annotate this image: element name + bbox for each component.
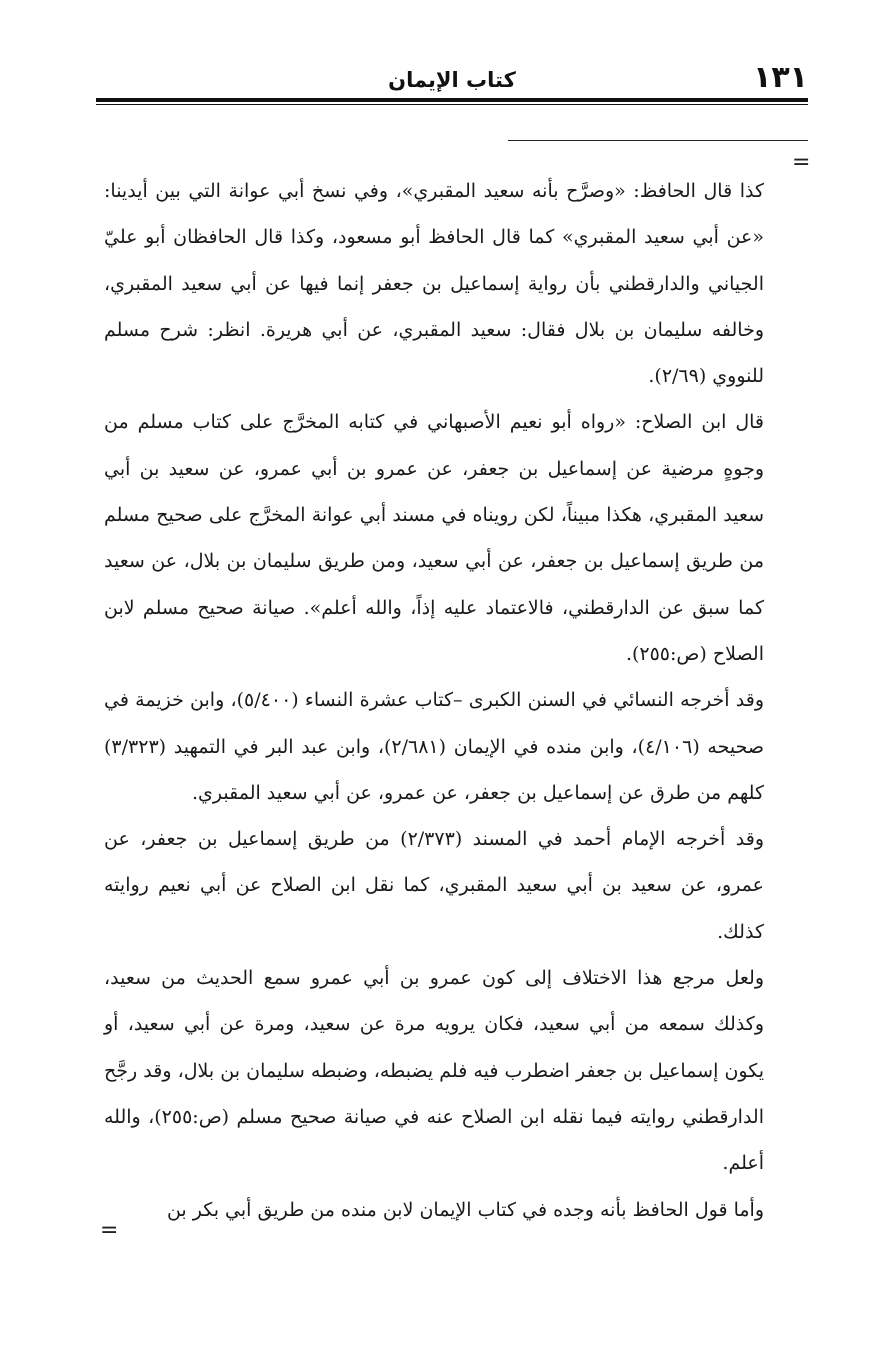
page-number: ١٣١ xyxy=(753,60,808,95)
footnote-paragraph: وقد أخرجه النسائي في السنن الكبرى –كتاب عشرة النساء (٥/٤٠٠)، وابن خزيمة في صحيحه (٤/١٠٦)، وابن منده في الإيمان (٢/٦٨١)، وابن عبد البر في التمهيد (٣/٣٢٣) كلهم من طرق عن إسماعيل بن جعفر، عن عمرو، عن أبي سعيد المقبري. xyxy=(104,689,764,804)
continues-next-page-mark: = xyxy=(100,1218,119,1243)
footnote-separator xyxy=(508,140,808,141)
footnote-text xyxy=(104,168,764,1233)
footnote-paragraph: قال ابن الصلاح: «رواه أبو نعيم الأصبهاني في كتابه المخرَّج على كتاب مسلم من وجوهٍ مرضية عن إسماعيل بن جعفر، عن عمرو بن أبي عمرو، عن سعيد بن أبي سعيد المقبري، هكذا مبيناً، لكن رويناه في مسند أبي عوانة المخرَّج على صحيح مسلم من طريق إسماعيل بن جعفر، عن أبي سعيد، ومن طريق سليمان بن بلال، عن سعيد كما سبق عن الدارقطني، فالاعتماد عليه إذاً، والله أعلم». صيانة صحيح مسلم لابن الصلاح (ص:٢٥٥). xyxy=(104,411,764,665)
header-rule xyxy=(96,98,808,102)
header-rule-thin xyxy=(96,104,808,105)
chapter-title: كتاب الإيمان xyxy=(388,68,516,92)
running-header xyxy=(96,58,808,98)
footnote-paragraph: كذا قال الحافظ: «وصرَّح بأنه سعيد المقبري»، وفي نسخ أبي عوانة التي بين أيدينا: «عن أبي سعيد المقبري» كما قال الحافظ أبو مسعود، وكذا قال الحافظان أبو عليّ الجياني والدارقطني بأن رواية إسماعيل بن جعفر إنما فيها عن أبي سعيد المقبري، وخالفه سليمان بن بلال فقال: سعيد المقبري، عن أبي هريرة. انظر: شرح مسلم للنووي (٢/٦٩). xyxy=(104,180,764,388)
footnote-paragraph: ولعل مرجع هذا الاختلاف إلى كون عمرو بن أبي عمرو سمع الحديث من سعيد، وكذلك سمعه من أبي سعيد، فكان يرويه مرة عن سعيد، ومرة عن أبي سعيد، أو يكون إسماعيل بن جعفر اضطرب فيه فلم يضبطه، وضبطه سليمان بن بلال، وقد رجَّح الدارقطني روايته فيما نقله ابن الصلاح عنه في صيانة صحيح مسلم (ص:٢٥٥)، والله أعلم. xyxy=(104,967,764,1175)
footnote-paragraph: وأما قول الحافظ بأنه وجده في كتاب الإيمان لابن منده من طريق أبي بكر بن xyxy=(166,1198,764,1221)
footnote-paragraph: وقد أخرجه الإمام أحمد في المسند (٢/٣٧٣) من طريق إسماعيل بن جعفر، عن عمرو، عن سعيد بن أبي سعيد المقبري، كما نقل ابن الصلاح عن أبي نعيم روايته كذلك. xyxy=(104,828,764,943)
continued-footnote-mark: = xyxy=(792,150,811,175)
